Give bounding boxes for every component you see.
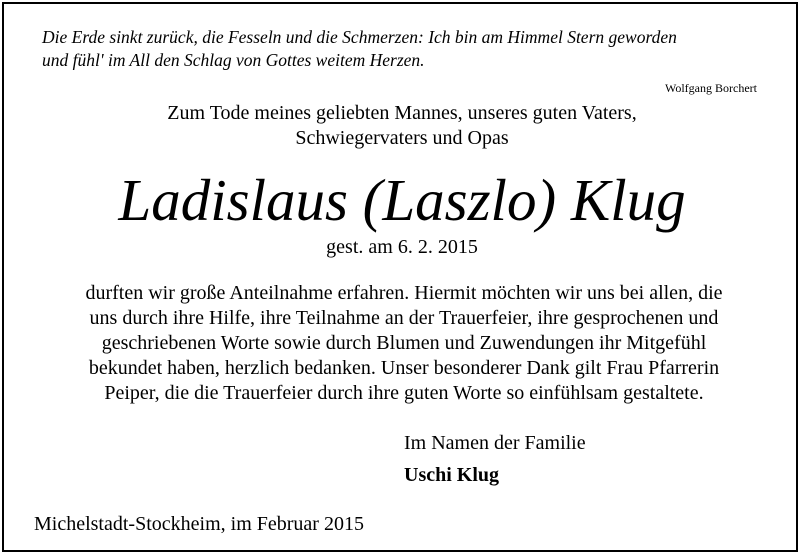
thanks-line: bekundet haben, herzlich bedanken. Unser besonderer Dank gilt Frau Pfarrerin <box>88 357 720 379</box>
thanks-text <box>34 281 774 406</box>
poem-author: Wolfgang Borchert <box>664 81 757 95</box>
death-date: gest. am 6. 2. 2015 <box>326 236 478 258</box>
thanks-line: geschriebenen Worte sowie durch Blumen und Zuwendungen ihr Mitgefühl <box>101 332 707 354</box>
thanks-line: durften wir große Anteilnahme erfahren. Hiermit möchten wir uns bei allen, die <box>85 282 723 304</box>
deceased-name: Ladislaus (Laszlo) Klug <box>118 167 686 233</box>
family-line: Im Namen der Familie <box>404 432 586 454</box>
intro-text <box>4 101 800 151</box>
poem-quote <box>42 26 767 95</box>
place-date: Michelstadt-Stockheim, im Februar 2015 <box>34 513 364 535</box>
notice-frame <box>2 2 798 552</box>
intro-line: Zum Tode meines geliebten Mannes, unseres guten Vaters, <box>167 102 637 124</box>
poem-line: und fühl' im All den Schlag von Gottes weitem Herzen. <box>42 50 425 70</box>
thanks-line: uns durch ihre Hilfe, ihre Teilnahme an der Trauerfeier, ihre gesprochenen und <box>89 307 719 329</box>
poem-line: Die Erde sinkt zurück, die Fesseln und die Schmerzen: Ich bin am Himmel Stern geworden <box>42 27 677 47</box>
thanks-line: Peiper, die die Trauerfeier durch ihre guten Worte so einfühlsam gestaltete. <box>104 382 704 404</box>
signer-name: Uschi Klug <box>404 464 500 486</box>
intro-line: Schwiegervaters und Opas <box>295 127 509 149</box>
